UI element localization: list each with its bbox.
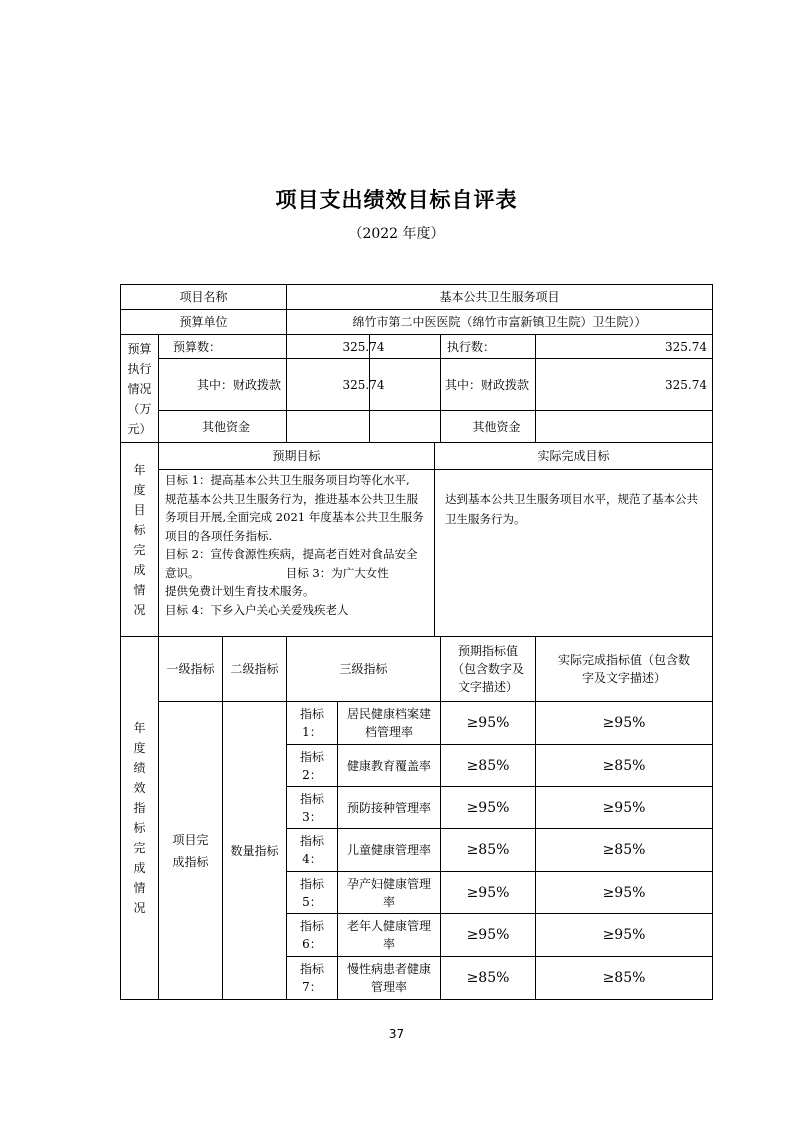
indicator-name: 居民健康档案建档管理率 <box>346 707 431 739</box>
indicator-expected: ≥95% <box>466 927 510 943</box>
indicator-id: 指标 6： <box>299 919 324 951</box>
expected-goal-line: 务项目开展,全面完成 2021 年度基本公共卫生服务 <box>165 510 424 524</box>
exec-amount-value: 325.74 <box>665 339 707 354</box>
expected-goal-line: 目标 1：提高基本公共卫生服务项目均等化水平, <box>165 473 410 487</box>
budget-unit-label: 预算单位 <box>179 315 228 329</box>
expected-goal-line: 目标 2：宣传食源性疾病，提高老百姓对食品安全 <box>165 547 418 561</box>
fiscal-budget-label: 其中：财政拨款 <box>196 377 281 392</box>
budget-amount-label: 预算数： <box>173 339 222 354</box>
indicator-id: 指标 3： <box>299 791 324 824</box>
page-number: 37 <box>388 1027 405 1041</box>
project-name-label: 项目名称 <box>179 290 228 304</box>
indicator-name: 孕产妇健康管理率 <box>346 876 431 909</box>
expected-goal-line: 项目的各项任务指标. <box>165 528 273 543</box>
level2-value: 数量指标 <box>230 843 279 858</box>
indicator-expected: ≥85% <box>466 757 510 774</box>
budget-amount-value: 325.74 <box>342 339 385 354</box>
level1-value: 项目完成指标 <box>172 832 209 869</box>
indicator-actual: ≥95% <box>602 884 646 901</box>
expected-goal-line: 目标 4：下乡入户关心关爱残疾老人 <box>165 602 349 617</box>
indicator-actual: ≥95% <box>602 799 646 816</box>
indicator-expected: ≥95% <box>466 884 510 901</box>
indicator-actual: ≥85% <box>602 970 646 986</box>
page-subtitle: （2022 年度） <box>348 226 445 242</box>
indicator-actual: ≥85% <box>602 757 646 774</box>
exec-amount-label: 执行数： <box>447 339 496 354</box>
actual-goal-line: 达到基本公共卫生服务项目水平，规范了基本公共 <box>445 492 698 506</box>
indicator-name: 健康教育覆盖率 <box>346 758 431 773</box>
indicator-actual: ≥95% <box>602 715 646 731</box>
indicator-id: 指标 7： <box>299 962 324 994</box>
indicator-id: 指标 5： <box>299 876 324 909</box>
indicator-name: 预防接种管理率 <box>346 800 431 815</box>
indicators-side-label: 年度绩效指标完成情况 <box>133 721 146 915</box>
expected-goal-line: 规范基本公共卫生服务行为，推进基本公共卫生服 <box>165 491 418 506</box>
level3-header: 三级指标 <box>339 662 388 676</box>
expected-goal-line: 意识。 目标 3：为广大女性 <box>165 565 389 580</box>
expected-goals-header: 预期目标 <box>272 449 321 463</box>
indicator-expected: ≥95% <box>466 799 510 816</box>
fiscal-budget-value: 325.74 <box>342 377 385 392</box>
actual-goal-line: 卫生服务行为。 <box>445 512 526 526</box>
level1-header: 一级指标 <box>166 662 215 676</box>
project-name-value: 基本公共卫生服务项目 <box>439 290 560 304</box>
actual-value-header: 实际完成指标值（包含数字及文字描述） <box>557 653 690 685</box>
expected-value-header: 预期指标值（包含数字及文字描述） <box>451 644 524 694</box>
fiscal-exec-label: 其中：财政拨款 <box>445 377 530 392</box>
indicator-name: 儿童健康管理率 <box>346 843 431 857</box>
page-title: 项目支出绩效目标自评表 <box>275 188 518 212</box>
fiscal-exec-value: 325.74 <box>665 377 707 392</box>
actual-goals-text <box>435 489 712 549</box>
indicator-id: 指标 1： <box>299 707 324 739</box>
indicator-actual: ≥95% <box>602 927 646 943</box>
budget-unit-value: 绵竹市第二中医医院（绵竹市富新镇卫生院）卫生院）） <box>352 315 647 329</box>
indicator-name: 慢性病患者健康管理率 <box>346 962 431 994</box>
level2-header: 二级指标 <box>230 662 279 676</box>
indicator-id: 指标 2： <box>299 749 324 782</box>
actual-goals-header: 实际完成目标 <box>537 449 610 463</box>
indicator-expected: ≥85% <box>466 970 510 986</box>
indicator-actual: ≥85% <box>602 842 646 858</box>
other-exec-label: 其他资金 <box>472 419 521 434</box>
indicator-expected: ≥85% <box>466 842 510 858</box>
indicator-name: 老年人健康管理率 <box>346 919 431 951</box>
budget-side-label: 预算执行情况（万元） <box>127 341 152 436</box>
expected-goal-line: 提供免费计划生育技术服务。 <box>165 584 315 598</box>
annual-goals-side-label: 年度目标完成情况 <box>133 462 146 617</box>
other-funds-label: 其他资金 <box>201 419 250 434</box>
indicator-id: 指标 4： <box>299 834 324 866</box>
indicator-expected: ≥95% <box>466 715 510 731</box>
expected-goals-text <box>159 471 434 636</box>
